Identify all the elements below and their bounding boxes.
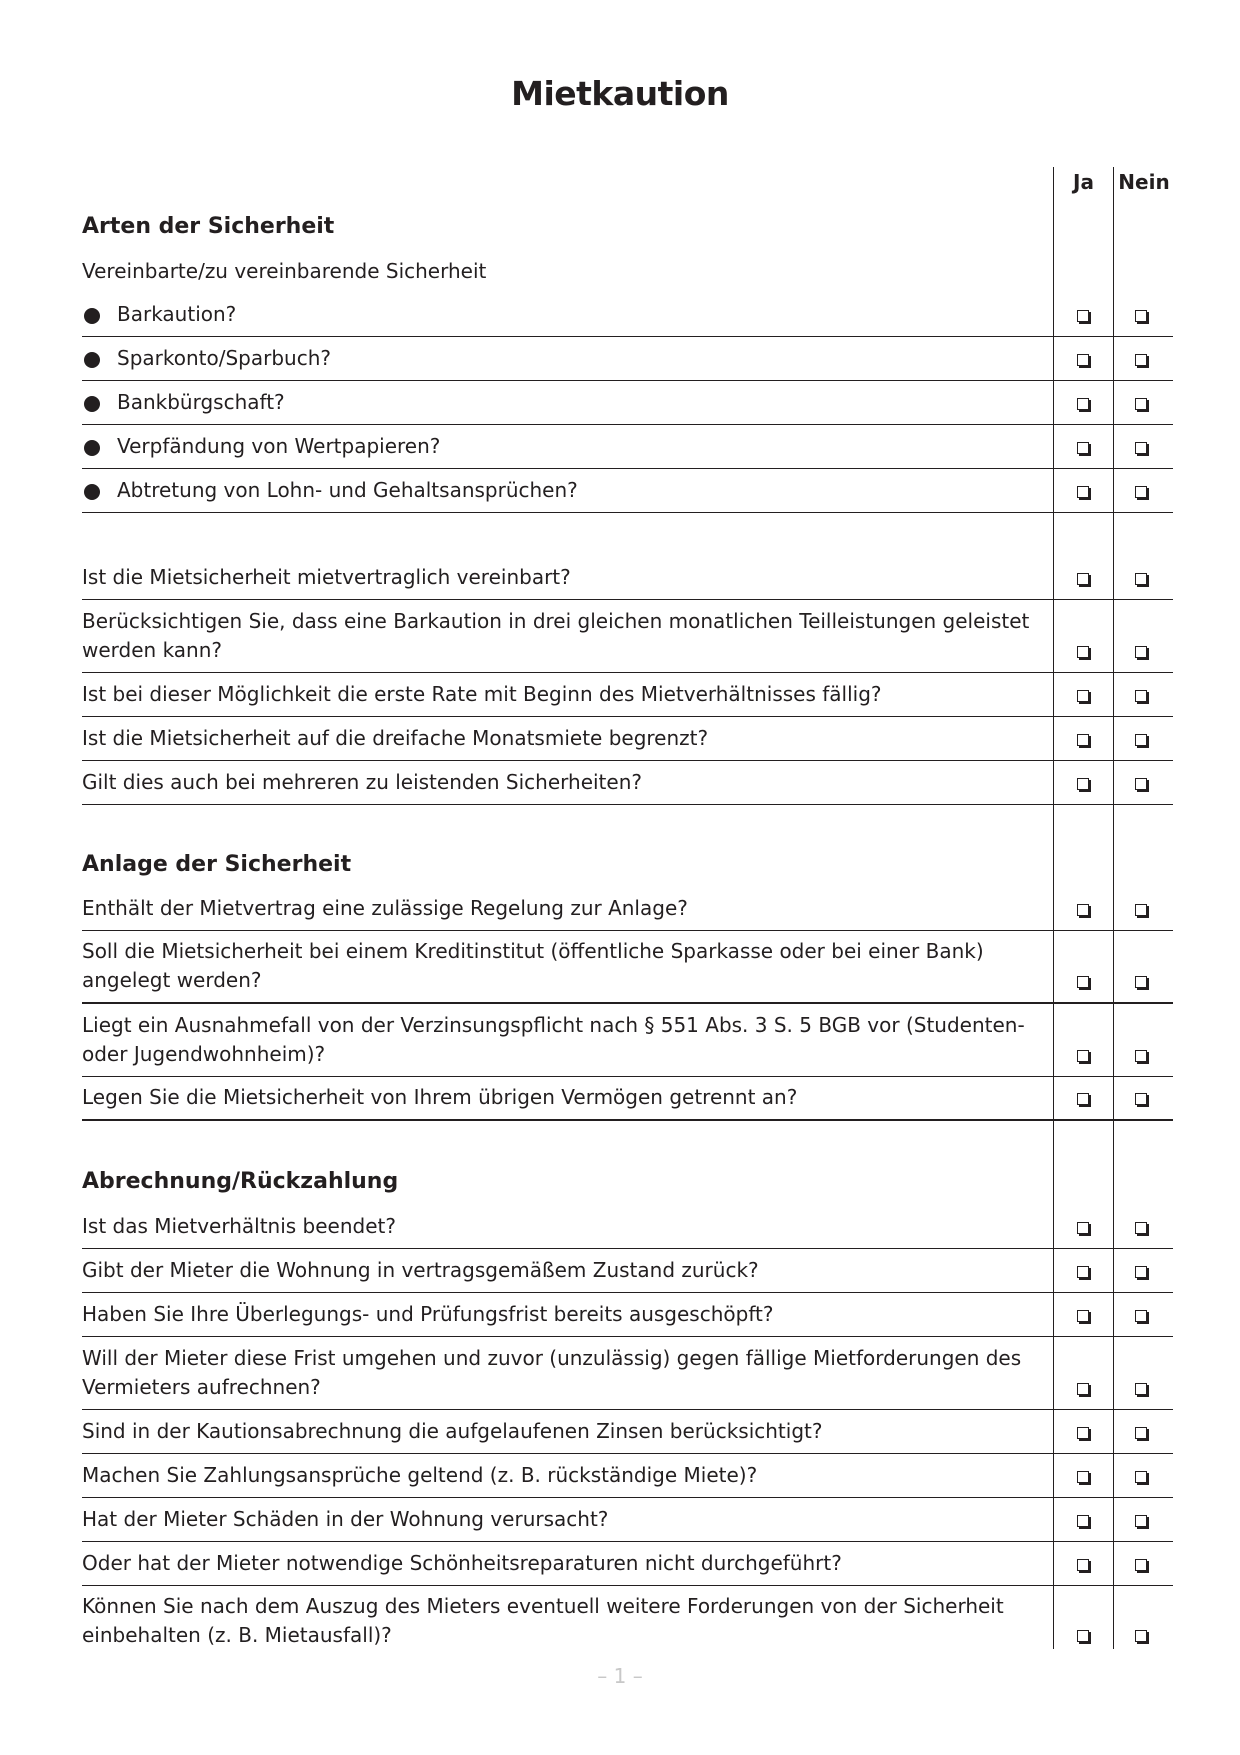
nein-column-header: Nein [1118,170,1170,194]
list-item [82,1004,1173,1077]
ja-checkbox[interactable] [1077,1559,1089,1571]
ja-checkbox[interactable] [1077,310,1089,322]
ja-checkbox[interactable] [1077,1383,1089,1395]
list-item [82,557,1173,600]
ja-checkbox[interactable] [1077,976,1089,988]
list-item [82,761,1173,805]
list-item [82,673,1173,717]
section-heading-arten: Arten der Sicherheit [82,214,335,239]
item-text: Ist bei dieser Möglichkeit die erste Rate mit Beginn des Mietverhältnisses fällig? [82,682,882,706]
page-title: Mietkaution [511,74,729,113]
item-text: Ist das Mietverhältnis beendet? [82,1214,396,1238]
item-text: Verpfändung von Wertpapieren? [117,434,441,458]
bullet-icon [84,352,100,368]
list-item [82,717,1173,761]
nein-checkbox[interactable] [1135,1310,1147,1322]
item-text: Gilt dies auch bei mehreren zu leistenden Sicherheiten? [82,770,642,794]
nein-checkbox[interactable] [1135,1222,1147,1234]
ja-checkbox[interactable] [1077,1471,1089,1483]
nein-checkbox[interactable] [1135,1630,1147,1642]
page-number: – 1 – [597,1664,643,1688]
nein-checkbox[interactable] [1135,1266,1147,1278]
nein-checkbox[interactable] [1135,486,1147,498]
section-heading-anlage: Anlage der Sicherheit [82,852,352,877]
nein-checkbox[interactable] [1135,1427,1147,1439]
list-item [82,337,1173,381]
item-text: Legen Sie die Mietsicherheit von Ihrem übrigen Vermögen getrennt an? [82,1085,798,1109]
list-item [82,1410,1173,1454]
nein-checkbox[interactable] [1135,976,1147,988]
list-item [82,1498,1173,1542]
item-text: Sparkonto/Sparbuch? [117,346,331,370]
nein-checkbox[interactable] [1135,1093,1147,1105]
bullet-icon [84,308,100,324]
list-item [82,1077,1173,1121]
list-item [82,381,1173,425]
nein-checkbox[interactable] [1135,1383,1147,1395]
list-item [82,425,1173,469]
bullet-icon [84,484,100,500]
ja-checkbox[interactable] [1077,690,1089,702]
ja-checkbox[interactable] [1077,1222,1089,1234]
list-item [82,1542,1173,1586]
item-text: Ist die Mietsicherheit mietvertraglich vereinbart? [82,565,571,589]
ja-checkbox[interactable] [1077,354,1089,366]
bullet-icon [84,440,100,456]
nein-checkbox[interactable] [1135,1559,1147,1571]
nein-checkbox[interactable] [1135,734,1147,746]
list-item [82,600,1173,673]
item-text: Abtretung von Lohn- und Gehaltsansprüchen? [117,478,578,502]
ja-checkbox[interactable] [1077,1050,1089,1062]
ja-checkbox[interactable] [1077,442,1089,454]
item-text: Will der Mieter diese Frist umgehen und zuvor (unzulässig) gegen fällige Mietforderungen des Vermieters aufrechnen? [82,1346,1022,1399]
item-text: Können Sie nach dem Auszug des Mieters eventuell weitere Forderungen von der Sicherheit einbehalten (z. B. Mietausfall)? [82,1594,1004,1647]
list-item [82,469,1173,513]
ja-checkbox[interactable] [1077,1427,1089,1439]
item-text: Enthält der Mietvertrag eine zulässige Regelung zur Anlage? [82,896,688,920]
nein-checkbox[interactable] [1135,1471,1147,1483]
ja-checkbox[interactable] [1077,1630,1089,1642]
item-text: Machen Sie Zahlungsansprüche geltend (z. B. rückständige Miete)? [82,1463,758,1487]
nein-checkbox[interactable] [1135,310,1147,322]
section-subheading-vereinbarte: Vereinbarte/zu vereinbarende Sicherheit [82,259,487,283]
section-heading-abrechnung: Abrechnung/Rückzahlung [82,1169,399,1194]
item-text: Sind in der Kautionsabrechnung die aufgelaufenen Zinsen berücksichtigt? [82,1419,823,1443]
ja-checkbox[interactable] [1077,1266,1089,1278]
ja-checkbox[interactable] [1077,1310,1089,1322]
nein-checkbox[interactable] [1135,646,1147,658]
nein-checkbox[interactable] [1135,354,1147,366]
bullet-icon [84,396,100,412]
list-item [82,931,1173,1004]
ja-checkbox[interactable] [1077,1515,1089,1527]
item-text: Bankbürgschaft? [117,390,285,414]
ja-checkbox[interactable] [1077,398,1089,410]
nein-checkbox[interactable] [1135,690,1147,702]
ja-column-header: Ja [1073,170,1094,194]
nein-checkbox[interactable] [1135,442,1147,454]
item-text: Gibt der Mieter die Wohnung in vertragsgemäßem Zustand zurück? [82,1258,759,1282]
list-item [82,296,1173,337]
item-text: Liegt ein Ausnahmefall von der Verzinsungspflicht nach § 551 Abs. 3 S. 5 BGB vor (Studenten- oder Jugendwohnheim)? [82,1013,1025,1066]
list-item [82,887,1173,931]
list-item [82,1454,1173,1498]
item-text: Oder hat der Mieter notwendige Schönheitsreparaturen nicht durchgeführt? [82,1551,842,1575]
ja-checkbox[interactable] [1077,734,1089,746]
list-item [82,1337,1173,1410]
ja-checkbox[interactable] [1077,573,1089,585]
nein-checkbox[interactable] [1135,398,1147,410]
nein-checkbox[interactable] [1135,1050,1147,1062]
ja-checkbox[interactable] [1077,646,1089,658]
ja-checkbox[interactable] [1077,778,1089,790]
ja-checkbox[interactable] [1077,486,1089,498]
item-text: Hat der Mieter Schäden in der Wohnung verursacht? [82,1507,609,1531]
nein-checkbox[interactable] [1135,904,1147,916]
list-item [82,1293,1173,1337]
item-text: Berücksichtigen Sie, dass eine Barkaution in drei gleichen monatlichen Teilleistungen geleistet werden kann? [82,609,1030,662]
item-text: Barkaution? [117,302,237,326]
ja-checkbox[interactable] [1077,904,1089,916]
item-text: Ist die Mietsicherheit auf die dreifache Monatsmiete begrenzt? [82,726,709,750]
item-text: Haben Sie Ihre Überlegungs- und Prüfungsfrist bereits ausgeschöpft? [82,1302,774,1326]
item-text: Soll die Mietsicherheit bei einem Kreditinstitut (öffentliche Sparkasse oder bei einer Bank) angelegt werden? [82,939,984,992]
list-item [82,1205,1173,1249]
nein-checkbox[interactable] [1135,778,1147,790]
nein-checkbox[interactable] [1135,573,1147,585]
list-item [82,1249,1173,1293]
list-item [82,1586,1173,1650]
ja-checkbox[interactable] [1077,1093,1089,1105]
nein-checkbox[interactable] [1135,1515,1147,1527]
